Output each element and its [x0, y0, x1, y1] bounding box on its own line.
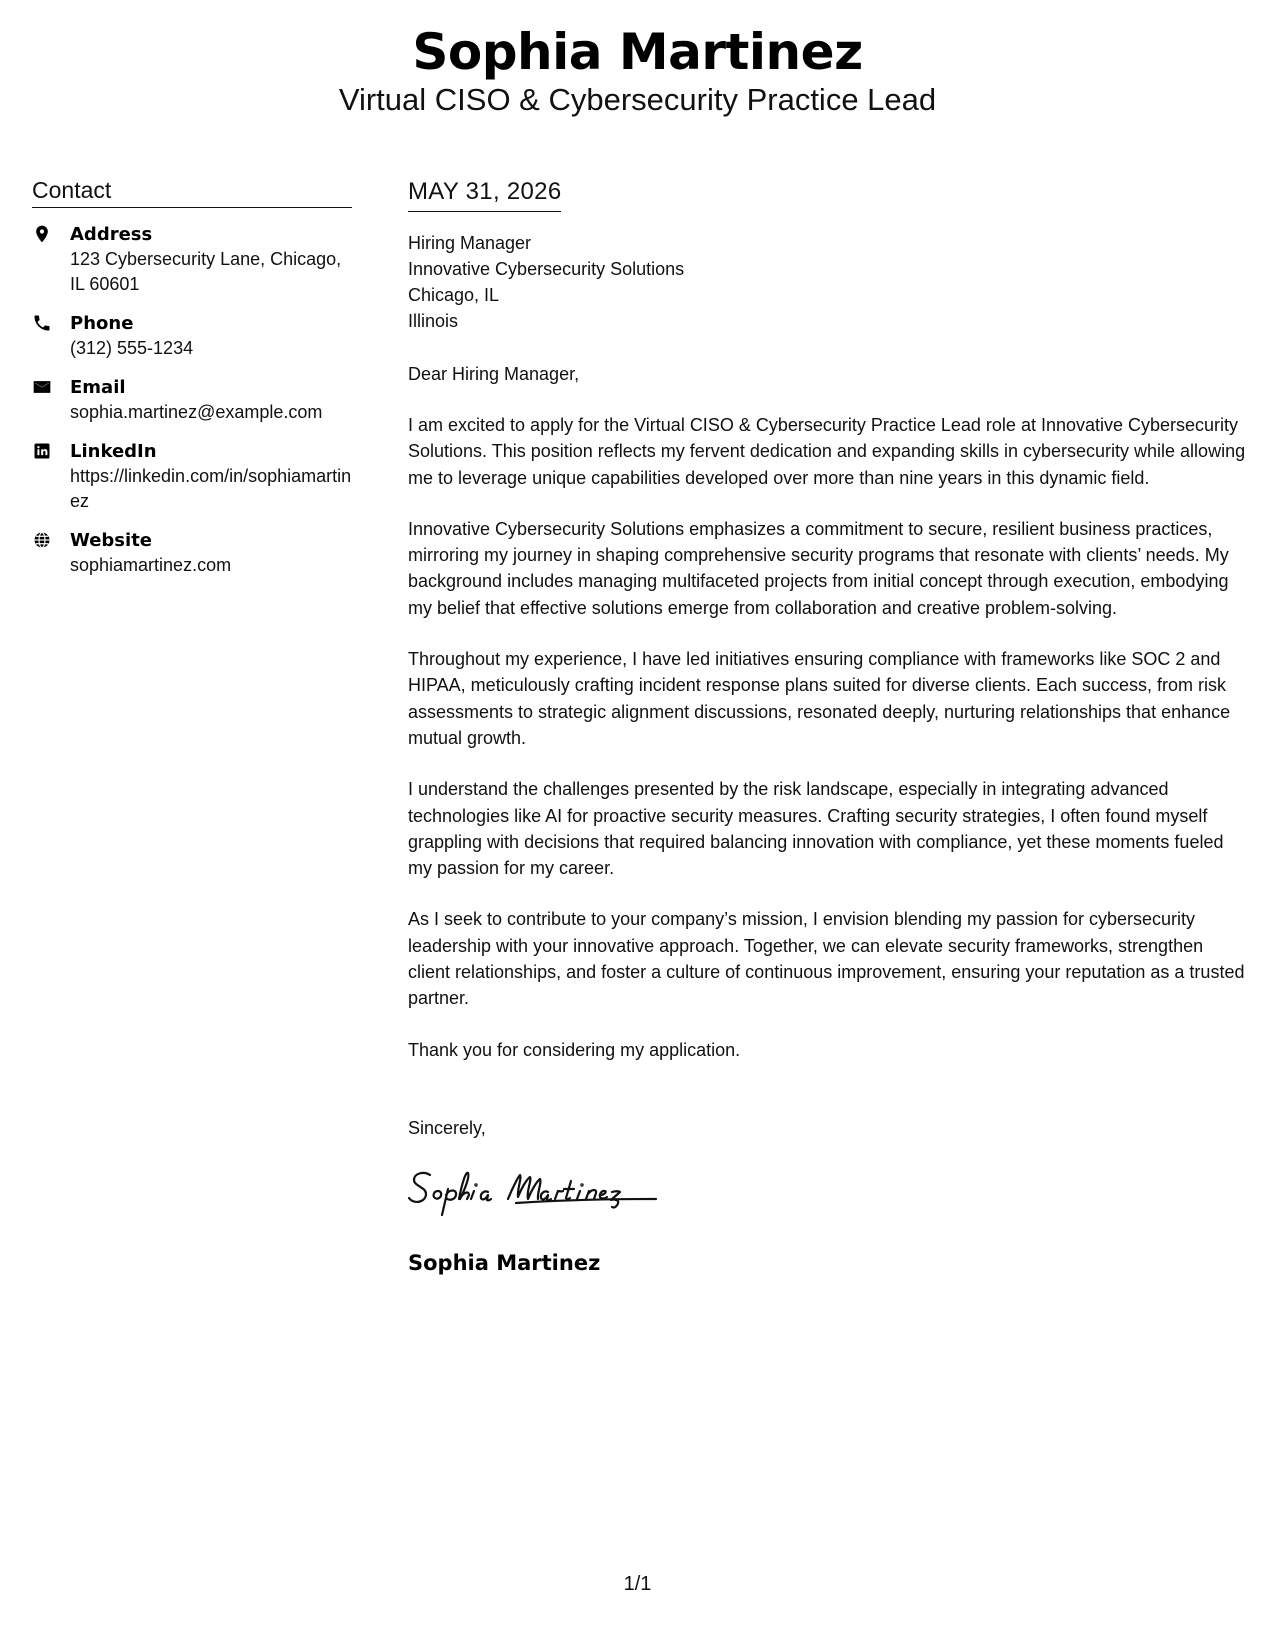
paragraph: Innovative Cybersecurity Solutions emphasizes a commitment to secure, resilient business practices, mirroring my journey in shaping comprehensive security programs that resonate with clients’ needs. My background includes managing multifaceted projects from initial concept through execution, embodying my belief that effective solutions emerge from collaboration and creative problem-solving.: [408, 518, 1229, 618]
handwritten-signature: [408, 1161, 678, 1225]
phone-icon: [32, 311, 70, 333]
contact-item-website: [32, 528, 352, 578]
thanks-line: Thank you for considering my application.: [408, 1039, 741, 1060]
contact-sidebar: [32, 176, 352, 592]
globe-icon: [32, 528, 70, 550]
contact-item-phone: [32, 311, 352, 361]
contact-item-email: [32, 375, 352, 425]
header: [0, 22, 1275, 118]
linkedin-icon: [32, 439, 70, 461]
recipient-line: Hiring Manager: [408, 233, 532, 253]
page-number: 1/1: [623, 1573, 652, 1595]
contact-label: LinkedIn: [70, 441, 157, 462]
closing: Sincerely,: [408, 1117, 486, 1138]
email-value[interactable]: sophia.martinez@example.com: [70, 402, 323, 422]
job-title: Virtual CISO & Cybersecurity Practice Lead: [338, 82, 937, 117]
signed-name: Sophia Martinez: [408, 1250, 601, 1275]
contact-label: Phone: [70, 313, 134, 334]
recipient-line: Chicago, IL: [408, 285, 500, 305]
recipient-line: Innovative Cybersecurity Solutions: [408, 259, 685, 279]
applicant-name: Sophia Martinez: [412, 23, 863, 81]
website-value[interactable]: sophiamartinez.com: [70, 555, 232, 575]
map-pin-icon: [32, 222, 70, 244]
envelope-icon: [32, 375, 70, 397]
contact-item-linkedin: [32, 439, 352, 514]
paragraph: As I seek to contribute to your company’s mission, I envision blending my passion for cybersecurity leadership with your innovative approach. Together, we can elevate security frameworks, strengthen client relationships, and foster a culture of continuous improvement, ensuring your reputation as a trusted partner.: [408, 909, 1245, 1009]
linkedin-value[interactable]: https://linkedin.com/in/sophiamartinez: [70, 466, 352, 511]
recipient-line: Illinois: [408, 311, 459, 331]
letter-body: [408, 176, 1250, 1277]
contact-label: Website: [70, 530, 153, 551]
contact-label: Email: [70, 377, 126, 398]
contact-item-address: [32, 222, 352, 297]
paragraph: I understand the challenges presented by the risk landscape, especially in integrating advanced technologies like AI for proactive security measures. Crafting security strategies, I often found myself grappling with decisions that required balancing innovation with compliance, yet these moments fueled my passion for my career.: [408, 779, 1224, 879]
contact-heading: Contact: [32, 176, 352, 208]
address-value: 123 Cybersecurity Lane, Chicago, IL 60601: [70, 249, 342, 294]
salutation: Dear Hiring Manager,: [408, 364, 580, 384]
phone-value[interactable]: (312) 555-1234: [70, 338, 194, 358]
letter-date: MAY 31, 2026: [408, 176, 561, 212]
paragraph: Throughout my experience, I have led initiatives ensuring compliance with frameworks like SOC 2 and HIPAA, meticulously crafting incident response plans suited for diverse clients. Each success, from risk assessments to strategic alignment discussions, resonated deeply, nurturing relationships that enhance mutual growth.: [408, 649, 1231, 748]
recipient-block: [408, 230, 1250, 334]
paragraph: I am excited to apply for the Virtual CISO & Cybersecurity Practice Lead role at Innovative Cybersecurity Solutions. This position reflects my fervent dedication and expanding skills in cybersecurity while allowing me to leverage unique capabilities developed over more than nine years in this dynamic field.: [408, 415, 1246, 488]
contact-label: Address: [70, 224, 153, 245]
